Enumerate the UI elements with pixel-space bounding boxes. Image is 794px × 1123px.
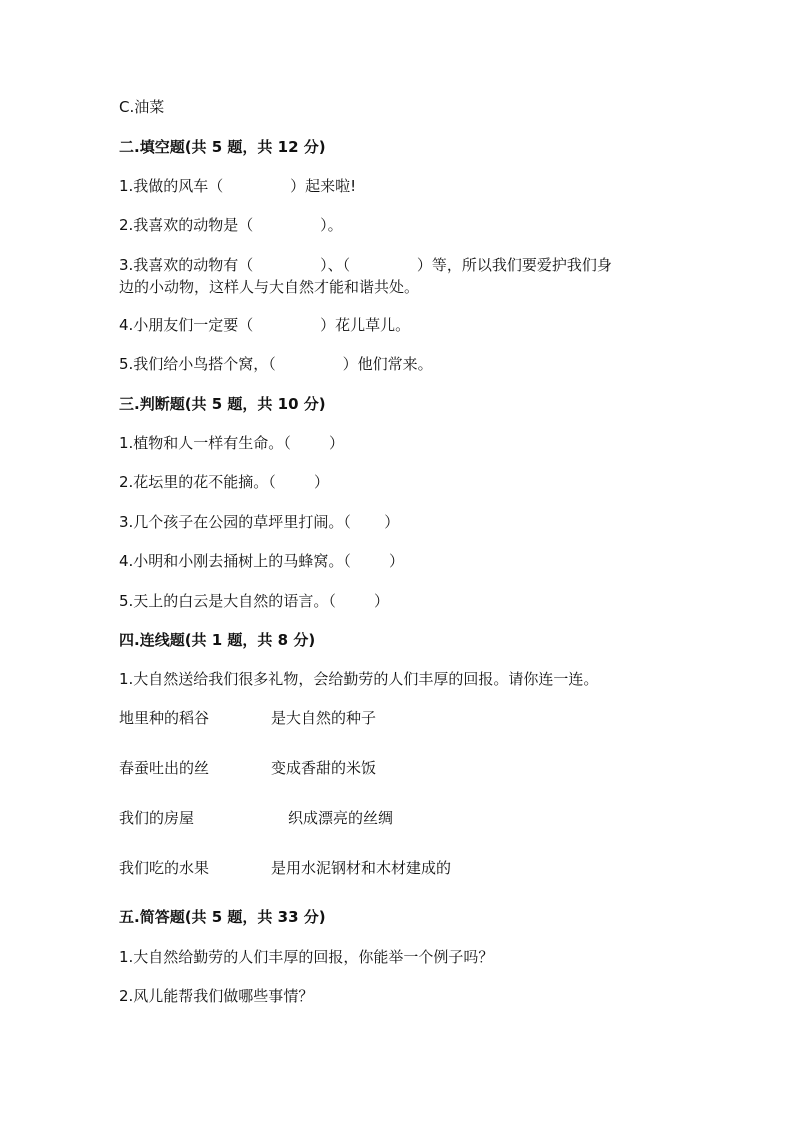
section-5-title: 五.简答题(共 5 题，共 33 分) (119, 908, 326, 926)
match-right-2: 变成香甜的米饭 (271, 759, 377, 777)
s5-question-1: 1.大自然给勤劳的人们丰厚的回报，你能举一个例子吗？ (119, 948, 494, 966)
section-2-title: 二.填空题(共 5 题，共 12 分) (119, 138, 326, 156)
s3-question-4: 4.小明和小刚去捅树上的马蜂窝。（ ） (119, 552, 404, 570)
s2-question-1: 1.我做的风车（ ）起来啦! (119, 177, 357, 195)
match-left-1: 地里种的稻谷 (119, 709, 210, 727)
s2-question-2: 2.我喜欢的动物是（ ）。 (119, 216, 343, 234)
s5-question-2: 2.风儿能帮我们做哪些事情？ (119, 987, 314, 1005)
match-left-2: 春蚕吐出的丝 (119, 759, 210, 777)
s2-question-3-line-2: 边的小动物，这样人与大自然才能和谐共处。 (119, 278, 420, 296)
s3-question-2: 2.花坛里的花不能摘。（ ） (119, 473, 329, 491)
s3-question-1: 1.植物和人一样有生命。（ ） (119, 434, 344, 452)
s3-question-3: 3.几个孩子在公园的草坪里打闹。（ ） (119, 513, 400, 531)
match-right-1: 是大自然的种子 (271, 709, 377, 727)
match-left-3: 我们的房屋 (119, 809, 195, 827)
option-c: C.油菜 (119, 98, 165, 116)
section-4-title: 四.连线题(共 1 题，共 8 分) (119, 631, 316, 649)
s2-question-3-line-1: 3.我喜欢的动物有（ ）、（ ）等，所以我们要爱护我们身 (119, 256, 612, 274)
match-right-3: 织成漂亮的丝绸 (288, 809, 394, 827)
match-left-4: 我们吃的水果 (119, 859, 210, 877)
s3-question-5: 5.天上的白云是大自然的语言。（ ） (119, 592, 389, 610)
s2-question-5: 5.我们给小鸟搭个窝，（ ）他们常来。 (119, 355, 433, 373)
s4-question-1: 1.大自然送给我们很多礼物，会给勤劳的人们丰厚的回报。请你连一连。 (119, 670, 599, 688)
match-right-4: 是用水泥钢材和木材建成的 (271, 859, 452, 877)
section-3-title: 三.判断题(共 5 题，共 10 分) (119, 395, 326, 413)
s2-question-4: 4.小朋友们一定要（ ）花儿草儿。 (119, 316, 411, 334)
